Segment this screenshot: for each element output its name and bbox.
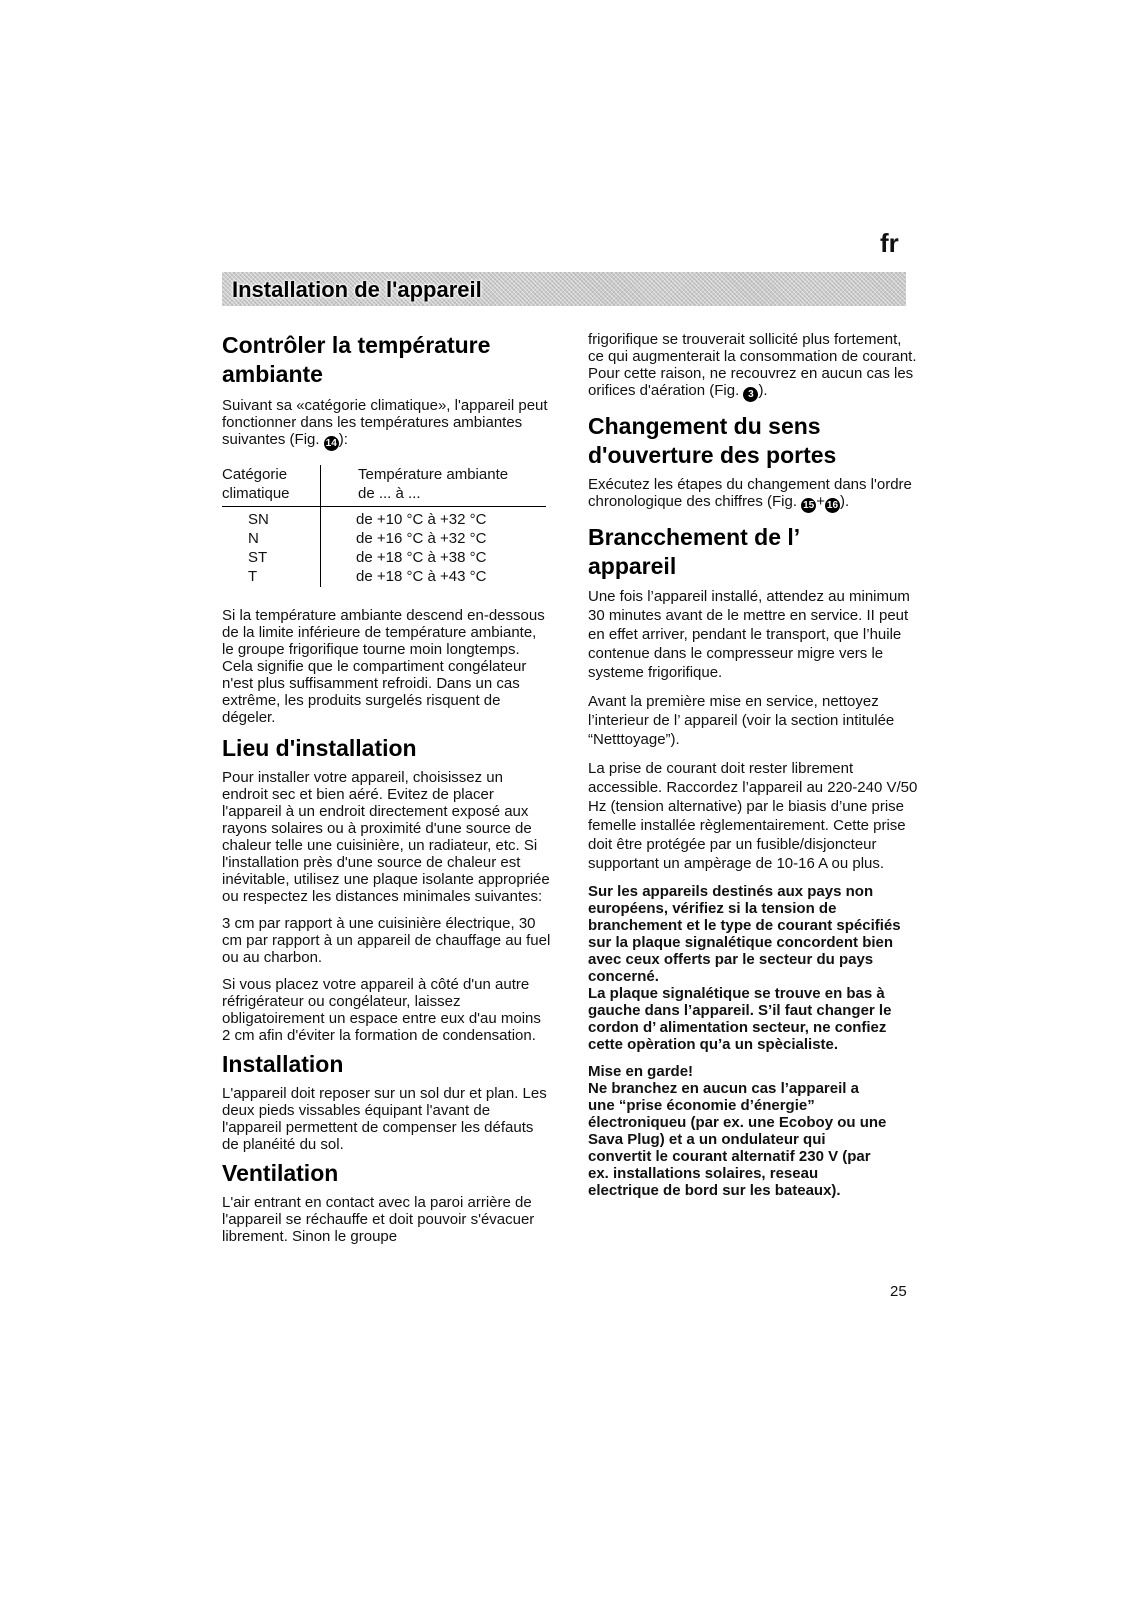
category-cell: N: [248, 530, 259, 547]
range-cell: de +16 °C à +32 °C: [356, 530, 487, 547]
table-row: [222, 567, 552, 586]
location-paragraph-2: 3 cm par rapport à une cuisinière électrique, 30 cm par rapport à un appareil de chauffage au fuel ou au charbon.: [222, 915, 551, 966]
figure-14-badge: 14: [325, 438, 337, 449]
table-row: [222, 529, 552, 548]
heading-temperature: Contrôler la température ambiante: [222, 332, 491, 387]
connection-paragraph-3: La prise de courant doit rester librement accessible. Raccordez l’appareil au 220-240 V/50 Hz (tension alternative) par le biasis d’une prise femelle installée règlementairement. Cette prise doit être protégée par un fusible/disjoncteur supportant un ampèrage de 10-16 A ou plus.: [588, 760, 918, 872]
ventilation-paragraph: L'air entrant en contact avec la paroi arrière de l'appareil se réchauffe et doit pouvoir s'évacuer librement. Sinon le groupe: [222, 1194, 535, 1245]
range-cell: de +10 °C à +32 °C: [356, 511, 487, 528]
door-reversal-paragraph: [588, 476, 918, 513]
table-row: [222, 548, 552, 567]
page-number: 25: [890, 1283, 907, 1300]
temperature-intro: [222, 397, 552, 451]
figure-15-badge: 15: [803, 500, 815, 511]
temperature-intro-end: ):: [338, 431, 348, 448]
ventilation-continued-end: ).: [758, 382, 768, 399]
location-paragraph-1: Pour installer votre appareil, choisissez un endroit sec et bien aéré. Evitez de placer l'appareil à un endroit directement exposé aux rayons solaires ou à proximité d'une source de chaleur telle une cuisinière, un radiateur, etc. Si l'installation près d'une source de chaleur est inévitable, utilisez une plaque isolante appropriée ou respectez les distances minimales suivantes:: [222, 769, 550, 905]
heading-ventilation: Ventilation: [222, 1160, 339, 1186]
warning-paragraph: Ne branchez en aucun cas l’appareil a une “prise économie d’énergie” électroniqueu (par ex. une Ecoboy ou une Sava Plug) et a un ondulateur qui convertit le courant alternatif 230 V (par ex. installations solaires, reseau electrique de bord sur les bateaux).: [588, 1080, 887, 1199]
temperature-note: Si la température ambiante descend en-dessous de la limite inférieure de température ambiante, le groupe frigorifique tourne moin longtemps. Cela signifie que le compartiment congélateur n'est plus suffisamment refroidi. Dans un cas extrême, les produits surgelés risquent de dégeler.: [222, 607, 545, 726]
section-banner: [222, 272, 906, 306]
door-reversal-text: Exécutez les étapes du changement dans l'ordre chronologique des chiffres (Fig.: [588, 476, 912, 510]
heading-location: Lieu d'installation: [222, 735, 417, 761]
table-header-category: Catégorie climatique: [222, 466, 290, 502]
category-cell: SN: [248, 511, 269, 528]
heading-door-reversal: Changement du sens d'ouverture des portes: [588, 413, 837, 468]
heading-connection: Brancchement de l’ appareil: [588, 524, 799, 579]
range-cell: de +18 °C à +38 °C: [356, 549, 487, 566]
left-column: [222, 331, 552, 1245]
heading-installation: Installation: [222, 1051, 344, 1077]
climate-table: [222, 465, 552, 591]
temperature-intro-text: Suivant sa «catégorie climatique», l'appareil peut fonctionner dans les températures ambiantes suivantes (Fig.: [222, 397, 548, 448]
figure-plus: +: [816, 493, 825, 510]
location-paragraph-3: Si vous placez votre appareil à côté d'un autre réfrigérateur ou congélateur, laissez obligatoirement un espace entre eux d'au moins 2 cm afin d'éviter la formation de condensation.: [222, 976, 541, 1044]
door-reversal-end: ).: [839, 493, 850, 510]
table-horizontal-rule: [222, 506, 546, 507]
installation-paragraph: L'appareil doit reposer sur un sol dur et plan. Les deux pieds vissables équipant l'avant de l'appareil permettent de compenser les défauts de planéité du sol.: [222, 1085, 547, 1153]
ventilation-continued-text: frigorifique se trouverait sollicité plus fortement, ce qui augmenterait la consommation de courant. Pour cette raison, ne recouvrez en aucun cas les orifices d'aération (Fig.: [588, 331, 917, 399]
figure-16-badge: 16: [826, 500, 839, 511]
table-header-temperature: Température ambiante de ... à ...: [358, 466, 509, 502]
warning-title: Mise en garde!: [588, 1063, 694, 1080]
connection-paragraph-1: Une fois l’appareil installé, attendez au minimum 30 minutes avant de le mettre en service. II peut en effet arriver, pendant le transport, que l’huile contenue dans le compresseur migre vers le systeme frigorifique.: [588, 588, 910, 681]
range-cell: de +18 °C à +43 °C: [356, 568, 487, 585]
rating-plate-notice: La plaque signalétique se trouve en bas à gauche dans l’appareil. S’il faut changer le cordon d’ alimentation secteur, ne confiez cette opèration qu’a un spècialiste.: [588, 985, 892, 1053]
category-cell: ST: [248, 549, 268, 566]
ventilation-continued: [588, 331, 918, 402]
language-code: fr: [880, 228, 899, 258]
banner-title: Installation de l'appareil: [232, 277, 482, 302]
category-cell: T: [248, 568, 258, 585]
right-column: [588, 331, 918, 1199]
voltage-notice: Sur les appareils destinés aux pays non européens, vérifiez si la tension de branchement et le type de courant spécifiés sur la plaque signalétique concordent bien avec ceux offerts par le secteur du pays concerné.: [588, 883, 901, 985]
connection-paragraph-2: Avant la première mise en service, nettoyez l’interieur de l’ appareil (voir la section intitulée “Netttoyage”).: [588, 693, 895, 748]
table-rows: [222, 510, 552, 586]
table-row: [222, 510, 552, 529]
figure-3-badge: 3: [743, 387, 758, 402]
